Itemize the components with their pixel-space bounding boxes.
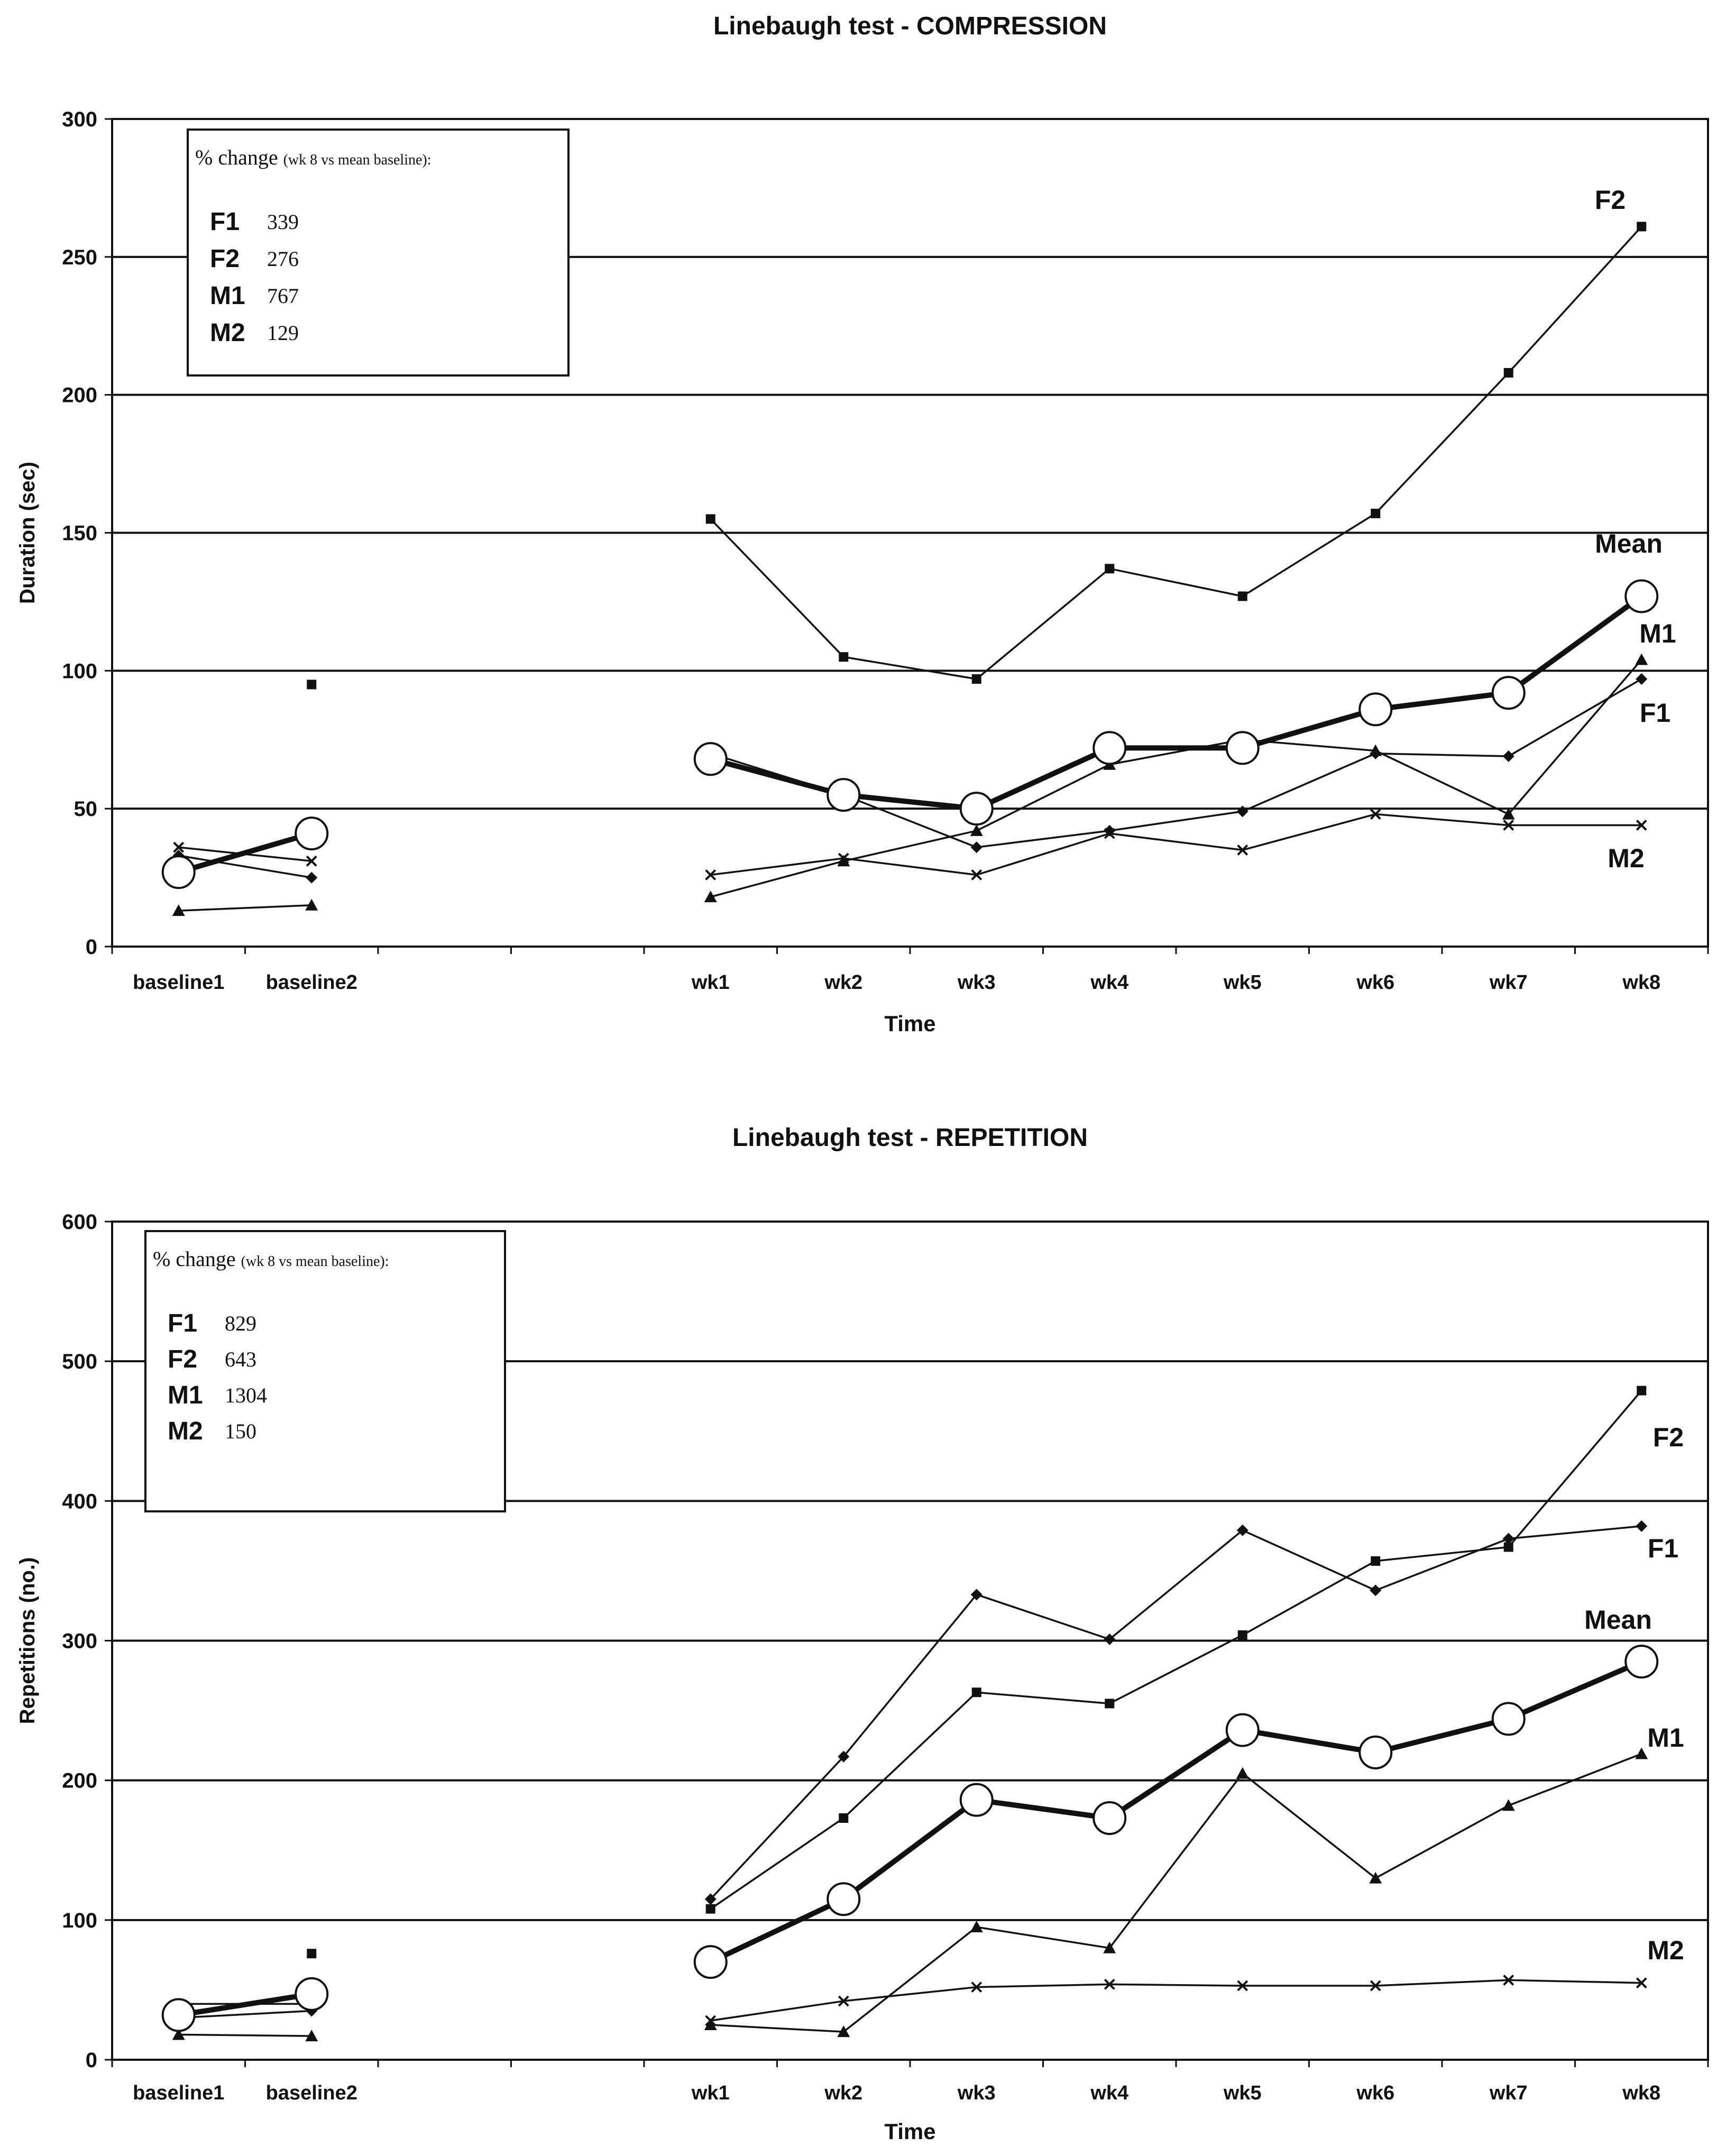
series-line-m2 — [711, 814, 1645, 875]
data-point-f1 — [1503, 750, 1514, 762]
x-tick-label: wk2 — [824, 971, 863, 994]
percent-change-value: 276 — [267, 247, 299, 271]
percent-change-title: % change — [153, 1247, 241, 1271]
data-point-mean — [1626, 1646, 1657, 1677]
data-point-mean — [163, 1999, 195, 2031]
data-point-f2 — [307, 680, 316, 689]
series-mean — [163, 580, 1658, 888]
data-point-f1 — [306, 872, 317, 884]
y-tick-label: 300 — [62, 1629, 97, 1653]
percent-change-value: 150 — [225, 1419, 256, 1443]
data-point-f2 — [1504, 1543, 1513, 1552]
percent-change-value: 829 — [225, 1311, 256, 1335]
data-point-f2 — [1637, 1386, 1646, 1396]
data-point-mean — [961, 1784, 993, 1816]
data-point-f2 — [706, 514, 715, 524]
data-point-m1 — [1236, 1767, 1249, 1778]
series-f2 — [307, 1386, 1646, 1959]
data-point-f2 — [1637, 222, 1646, 231]
x-tick-label: baseline1 — [133, 971, 225, 994]
series-label-m2: M2 — [1647, 1935, 1684, 1965]
data-point-mean — [1493, 677, 1525, 709]
data-point-mean — [1493, 1703, 1525, 1735]
series-line-m2 — [711, 1980, 1642, 2021]
x-axis-label: Time — [884, 1011, 936, 1036]
x-tick-label: baseline2 — [265, 2082, 357, 2104]
percent-change-box — [145, 1231, 505, 1511]
data-point-mean — [1094, 1802, 1125, 1834]
data-point-mean — [1227, 732, 1259, 764]
y-tick-label: 200 — [62, 383, 97, 407]
y-tick-label: 500 — [62, 1350, 97, 1374]
data-point-f2 — [1371, 1556, 1380, 1566]
data-point-f2 — [706, 1904, 715, 1914]
percent-change-label: M2 — [168, 1417, 203, 1445]
data-point-mean — [961, 793, 993, 824]
data-point-mean — [1626, 580, 1657, 612]
y-tick-label: 250 — [62, 245, 97, 269]
x-tick-label: wk7 — [1489, 971, 1528, 994]
percent-change-value: 643 — [225, 1347, 256, 1371]
percent-change-value: 1304 — [225, 1383, 267, 1407]
data-point-mean — [828, 779, 859, 811]
data-point-mean — [1360, 1737, 1391, 1768]
data-point-f1 — [1370, 1584, 1381, 1596]
percent-change-label: M1 — [168, 1381, 203, 1409]
chart-title: Linebaugh test - REPETITION — [732, 1124, 1088, 1152]
x-tick-label: wk6 — [1356, 971, 1395, 994]
percent-change-label: F1 — [168, 1309, 198, 1337]
data-point-f2 — [972, 674, 981, 684]
x-tick-label: wk3 — [957, 2082, 996, 2104]
data-point-mean — [1094, 732, 1125, 764]
series-f1 — [173, 1520, 1648, 2024]
data-point-mean — [296, 818, 327, 849]
series-label-f1: F1 — [1647, 1534, 1679, 1563]
series-label-f1: F1 — [1639, 698, 1671, 728]
percent-change-box — [188, 130, 568, 375]
x-tick-label: wk5 — [1223, 2082, 1262, 2104]
data-point-f2 — [1105, 564, 1114, 573]
x-tick-label: wk2 — [824, 2082, 863, 2104]
percent-change-label: M1 — [210, 282, 245, 310]
series-label-m1: M1 — [1639, 619, 1676, 648]
data-point-f1 — [1636, 1520, 1647, 1532]
data-point-mean — [695, 743, 727, 775]
percent-change-label: F1 — [210, 208, 240, 236]
percent-change-label: F2 — [168, 1345, 198, 1373]
x-tick-label: wk1 — [691, 971, 730, 994]
x-tick-label: wk4 — [1090, 971, 1129, 994]
series-m2 — [174, 1975, 1647, 2025]
data-point-f1 — [1636, 673, 1647, 685]
x-tick-label: wk8 — [1622, 971, 1661, 994]
y-axis-label: Duration (sec) — [16, 462, 39, 604]
x-tick-label: wk4 — [1090, 2082, 1129, 2104]
y-tick-label: 0 — [85, 2049, 97, 2072]
chart-title: Linebaugh test - COMPRESSION — [713, 12, 1107, 40]
percent-change-frame — [145, 1231, 505, 1511]
data-point-mean — [828, 1883, 859, 1915]
percent-change-subtitle: (wk 8 vs mean baseline): — [283, 152, 431, 168]
data-point-mean — [695, 1946, 727, 1978]
y-tick-label: 200 — [62, 1769, 97, 1793]
data-point-f2 — [1105, 1699, 1114, 1708]
percent-change-title: % change — [195, 145, 283, 169]
percent-change-value: 339 — [267, 210, 299, 234]
data-point-f2 — [1238, 1630, 1247, 1640]
data-point-f1 — [971, 841, 983, 853]
series-label-mean: Mean — [1595, 529, 1663, 558]
y-tick-label: 300 — [62, 108, 97, 131]
percent-change-subtitle: (wk 8 vs mean baseline): — [241, 1253, 389, 1270]
percent-change-label: F2 — [210, 245, 240, 273]
y-axis-label: Repetitions (no.) — [16, 1557, 39, 1724]
y-tick-label: 400 — [62, 1490, 97, 1513]
y-tick-label: 0 — [85, 935, 97, 959]
data-point-f2 — [307, 1949, 316, 1958]
x-tick-label: wk1 — [691, 2082, 730, 2104]
data-point-m1 — [1502, 1799, 1515, 1811]
data-point-m1 — [1635, 653, 1648, 665]
data-point-f2 — [839, 1813, 848, 1823]
percent-change-value: 767 — [267, 284, 299, 308]
data-point-f2 — [1504, 368, 1513, 378]
y-tick-label: 100 — [62, 1909, 97, 1932]
x-tick-label: wk5 — [1223, 971, 1262, 994]
series-label-f2: F2 — [1652, 1423, 1684, 1452]
series-label-f2: F2 — [1594, 185, 1626, 215]
x-tick-label: baseline2 — [265, 971, 357, 994]
y-tick-label: 600 — [62, 1210, 97, 1234]
series-mean — [163, 1646, 1658, 2031]
series-label-m2: M2 — [1608, 843, 1645, 873]
data-point-mean — [1227, 1714, 1259, 1746]
data-point-mean — [1360, 693, 1391, 725]
series-m2 — [174, 810, 1647, 880]
y-tick-label: 50 — [74, 797, 97, 821]
series-line-f2 — [711, 226, 1642, 679]
data-point-f1 — [1237, 805, 1248, 817]
series-line-m1 — [179, 905, 312, 911]
percent-change-label: M2 — [210, 319, 245, 347]
data-point-m1 — [970, 824, 983, 836]
x-tick-label: wk8 — [1622, 2082, 1661, 2104]
y-tick-label: 150 — [62, 521, 97, 545]
series-m1 — [172, 653, 1648, 916]
data-point-mean — [163, 856, 195, 888]
series-m1 — [172, 1747, 1648, 2041]
x-tick-label: wk7 — [1489, 2082, 1528, 2104]
x-tick-label: wk6 — [1356, 2082, 1395, 2104]
percent-change-value: 129 — [267, 321, 299, 345]
data-point-m1 — [970, 1921, 983, 1932]
data-point-f2 — [1371, 509, 1380, 518]
series-line-m1 — [179, 2034, 312, 2036]
data-point-f2 — [839, 652, 848, 662]
series-line-f2 — [711, 1391, 1642, 1909]
data-point-mean — [296, 1978, 327, 2010]
series-label-mean: Mean — [1584, 1605, 1652, 1635]
x-tick-label: wk3 — [957, 971, 996, 994]
data-point-f2 — [972, 1687, 981, 1697]
repetition-chart — [0, 1079, 1717, 2156]
x-tick-label: baseline1 — [133, 2082, 225, 2104]
x-axis-label: Time — [884, 2119, 936, 2144]
series-label-m1: M1 — [1647, 1723, 1684, 1753]
y-tick-label: 100 — [62, 659, 97, 683]
data-point-f2 — [1238, 591, 1247, 601]
data-point-m1 — [1635, 1747, 1648, 1759]
